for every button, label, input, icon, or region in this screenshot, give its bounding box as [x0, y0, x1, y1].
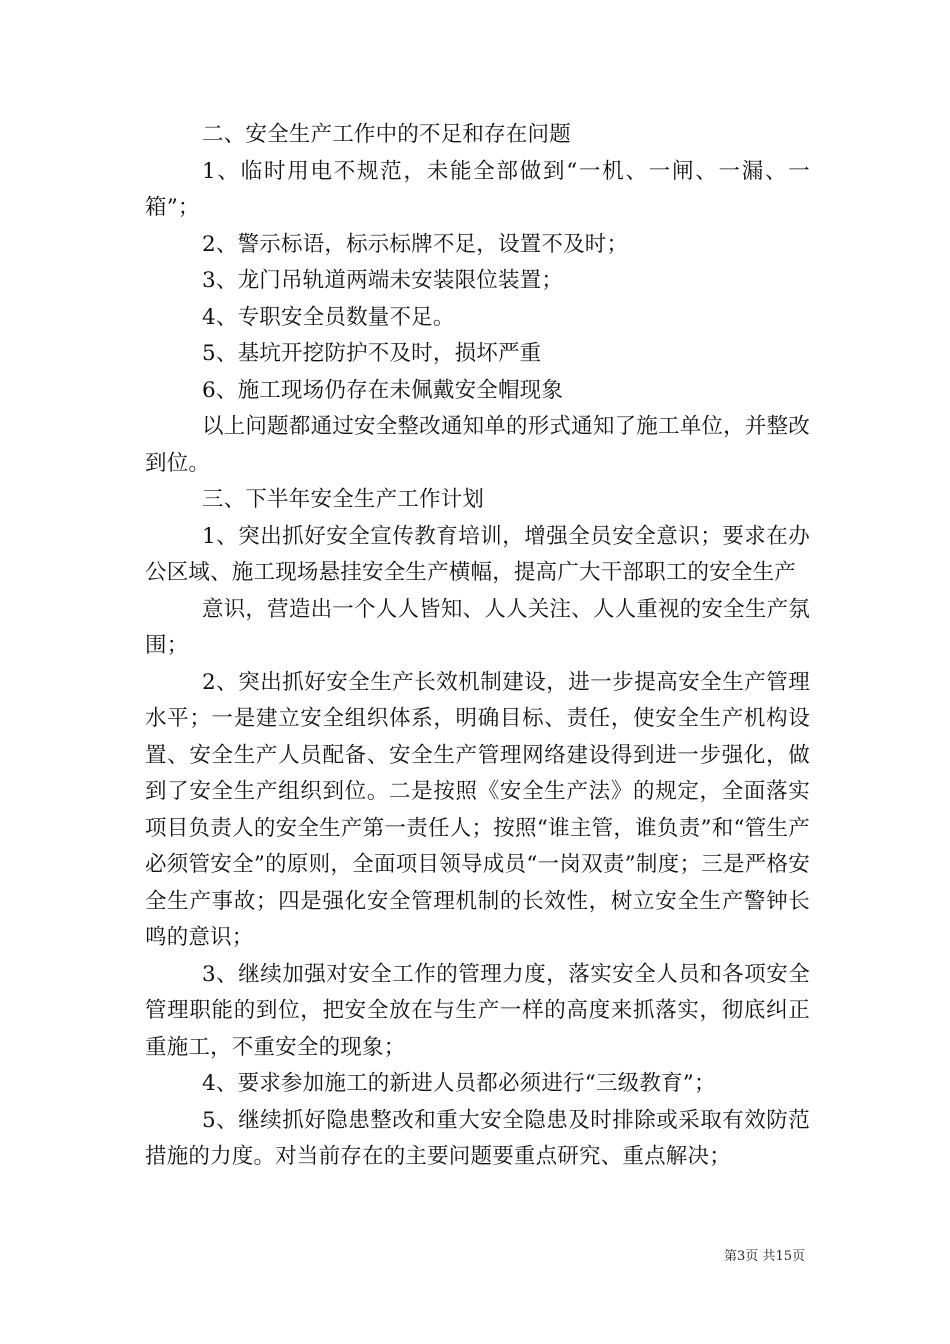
section-heading-problems: 二、安全生产工作中的不足和存在问题	[202, 122, 571, 147]
footer-current-page: 3	[737, 1249, 746, 1264]
footer-total-pages: 15	[775, 1249, 792, 1264]
paragraph: 2、警示标语，标示标牌不足，设置不及时；	[202, 231, 629, 257]
footer-suffix: 页	[791, 1249, 805, 1264]
paragraph: 5、继续抓好隐患整改和重大安全隐患及时排除或采取有效防范措施的力度。对当前存在的主要问题要重点研究、重点解决；	[145, 1107, 810, 1169]
paragraph: 6、施工现场仍存在未佩戴安全帽现象	[202, 377, 564, 403]
footer-middle: 页 共	[745, 1249, 776, 1264]
footer-prefix: 第	[724, 1249, 738, 1264]
paragraph: 4、要求参加施工的新进人员都必须进行“三级教育”；	[202, 1071, 716, 1096]
paragraph: 以上问题都通过安全整改通知单的形式通知了施工单位，并整改到位。	[145, 414, 810, 476]
paragraph: 3、龙门吊轨道两端未安装限位装置；	[202, 268, 564, 293]
document-body	[145, 117, 810, 1176]
paragraph: 4、专职安全员数量不足。	[202, 304, 455, 330]
section-heading-plan: 三、下半年安全生产工作计划	[202, 487, 485, 512]
paragraph: 2、突出抓好安全生产长效机制建设，进一步提高安全生产管理水平；一是建立安全组织体系，明确目标、责任，使安全生产机构设置、安全生产人员配备、安全生产管理网络建设得到进一步强化，做到了安全生产组织到位。二是按照《安全生产法》的规定，全面落实项目负责人的安全生产第一责任人；按照“谁主管，谁负责”和“管生产必须管安全”的原则，全面项目领导成员“一岗双责”制度；三是严格安全生产事故；四是强化安全管理机制的长效性，树立安全生产警钟长鸣的意识；	[145, 669, 810, 950]
paragraph: 意识，营造出一个人人皆知、人人关注、人人重视的安全生产氛围；	[145, 596, 810, 658]
page-number-footer	[724, 1248, 805, 1266]
paragraph: 3、继续加强对安全工作的管理力度，落实安全人员和各项安全管理职能的到位，把安全放在与生产一样的高度来抓落实，彻底纠正重施工，不重安全的现象；	[145, 961, 810, 1060]
paragraph: 5、基坑开挖防护不及时，损坏严重	[202, 341, 542, 366]
paragraph: 1、临时用电不规范，未能全部做到“一机、一闸、一漏、一箱”；	[145, 158, 810, 220]
paragraph: 1、突出抓好安全宣传教育培训，增强全员安全意识；要求在办公区域、施工现场悬挂安全生产横幅，提高广大干部职工的安全生产	[145, 523, 810, 585]
